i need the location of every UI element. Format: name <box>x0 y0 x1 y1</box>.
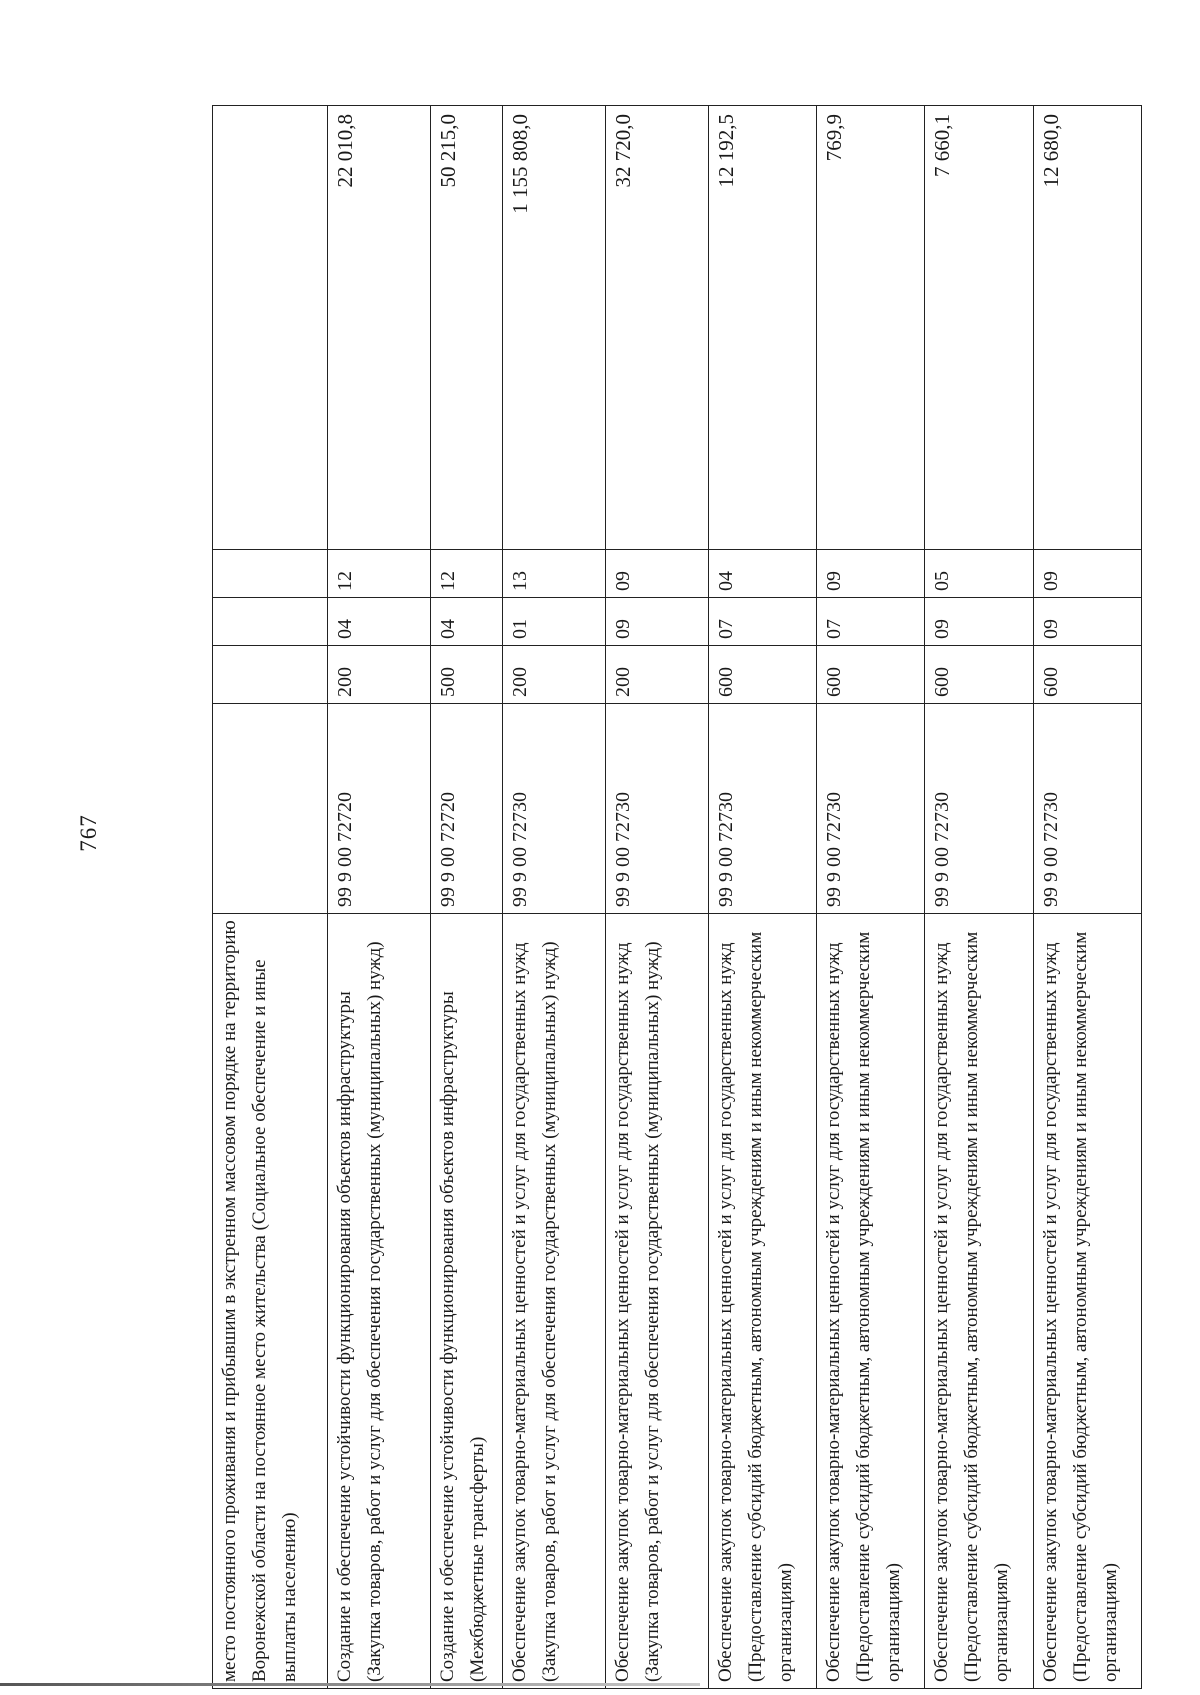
row-pr: 12 <box>430 550 503 598</box>
row-amount: 12 680,0 <box>1033 106 1141 550</box>
row-rz: 07 <box>708 598 816 646</box>
row-code: 99 9 00 72730 <box>1033 704 1141 914</box>
row-description: Создание и обеспечение устойчивости функционирования объектов инфраструктуры (Межбюджетные трансферты) <box>430 914 503 1689</box>
row-description: Создание и обеспечение устойчивости функционирования объектов инфраструктуры (Закупка товаров, работ и услуг для обеспечения государственных (муниципальных) нужд) <box>328 914 431 1689</box>
row-rz: 04 <box>430 598 503 646</box>
row-description: Обеспечение закупок товарно-материальных ценностей и услуг для государственных нужд (Закупка товаров, работ и услуг для обеспечения государственных (муниципальных) нужд) <box>503 914 606 1689</box>
row-rz: 01 <box>503 598 606 646</box>
row-amount: 12 192,5 <box>708 106 816 550</box>
table-row <box>925 106 1033 1689</box>
row-pr: 09 <box>817 550 925 598</box>
row-pr: 12 <box>328 550 431 598</box>
row-description: Обеспечение закупок товарно-материальных ценностей и услуг для государственных нужд (Предоставление субсидий бюджетным, автономным учреждениям и иным некоммерческим организациям) <box>708 914 816 1689</box>
row-vr <box>213 646 328 704</box>
row-vr: 200 <box>503 646 606 704</box>
row-vr: 200 <box>328 646 431 704</box>
row-description: Обеспечение закупок товарно-материальных ценностей и услуг для государственных нужд (Предоставление субсидий бюджетным, автономным учреждениям и иным некоммерческим организациям) <box>1033 914 1141 1689</box>
row-vr: 500 <box>430 646 503 704</box>
row-description: Обеспечение закупок товарно-материальных ценностей и услуг для государственных нужд (Закупка товаров, работ и услуг для обеспечения государственных (муниципальных) нужд) <box>606 914 709 1689</box>
row-code: 99 9 00 72730 <box>708 704 816 914</box>
row-pr: 09 <box>1033 550 1141 598</box>
row-amount: 50 215,0 <box>430 106 503 550</box>
row-code: 99 9 00 72730 <box>817 704 925 914</box>
row-vr: 600 <box>1033 646 1141 704</box>
table-row <box>606 106 709 1689</box>
table-row <box>708 106 816 1689</box>
scan-edge-line <box>0 1683 700 1686</box>
row-rz <box>213 598 328 646</box>
table-row <box>213 106 328 1689</box>
table-row <box>430 106 503 1689</box>
row-code: 99 9 00 72720 <box>430 704 503 914</box>
row-amount: 22 010,8 <box>328 106 431 550</box>
row-amount: 1 155 808,0 <box>503 106 606 550</box>
row-description: Обеспечение закупок товарно-материальных ценностей и услуг для государственных нужд (Предоставление субсидий бюджетным, автономным учреждениям и иным некоммерческим организациям) <box>925 914 1033 1689</box>
row-pr <box>213 550 328 598</box>
budget-table <box>212 105 1142 1689</box>
row-vr: 600 <box>708 646 816 704</box>
row-amount: 7 660,1 <box>925 106 1033 550</box>
row-amount: 32 720,0 <box>606 106 709 550</box>
row-code: 99 9 00 72730 <box>606 704 709 914</box>
row-pr: 09 <box>606 550 709 598</box>
row-pr: 05 <box>925 550 1033 598</box>
row-rz: 09 <box>1033 598 1141 646</box>
row-vr: 600 <box>925 646 1033 704</box>
row-amount: 769,9 <box>817 106 925 550</box>
row-description: Обеспечение закупок товарно-материальных ценностей и услуг для государственных нужд (Предоставление субсидий бюджетным, автономным учреждениям и иным некоммерческим организациям) <box>817 914 925 1689</box>
row-code <box>213 704 328 914</box>
row-amount <box>213 106 328 550</box>
row-description: место постоянного проживания и прибывшим в экстренном массовом порядке на территорию Воронежской области на постоянное место жительства (Социальное обеспечение и иные выплаты населению) <box>213 914 328 1689</box>
row-rz: 09 <box>925 598 1033 646</box>
table-row <box>817 106 925 1689</box>
row-pr: 13 <box>503 550 606 598</box>
row-rz: 07 <box>817 598 925 646</box>
budget-table-rotated <box>212 106 1142 1689</box>
table-row <box>328 106 431 1689</box>
row-code: 99 9 00 72720 <box>328 704 431 914</box>
row-code: 99 9 00 72730 <box>925 704 1033 914</box>
row-rz: 09 <box>606 598 709 646</box>
table-row <box>1033 106 1141 1689</box>
row-pr: 04 <box>708 550 816 598</box>
row-vr: 200 <box>606 646 709 704</box>
row-code: 99 9 00 72730 <box>503 704 606 914</box>
table-row <box>503 106 606 1689</box>
row-rz: 04 <box>328 598 431 646</box>
row-vr: 600 <box>817 646 925 704</box>
page-number: 767 <box>75 814 101 852</box>
